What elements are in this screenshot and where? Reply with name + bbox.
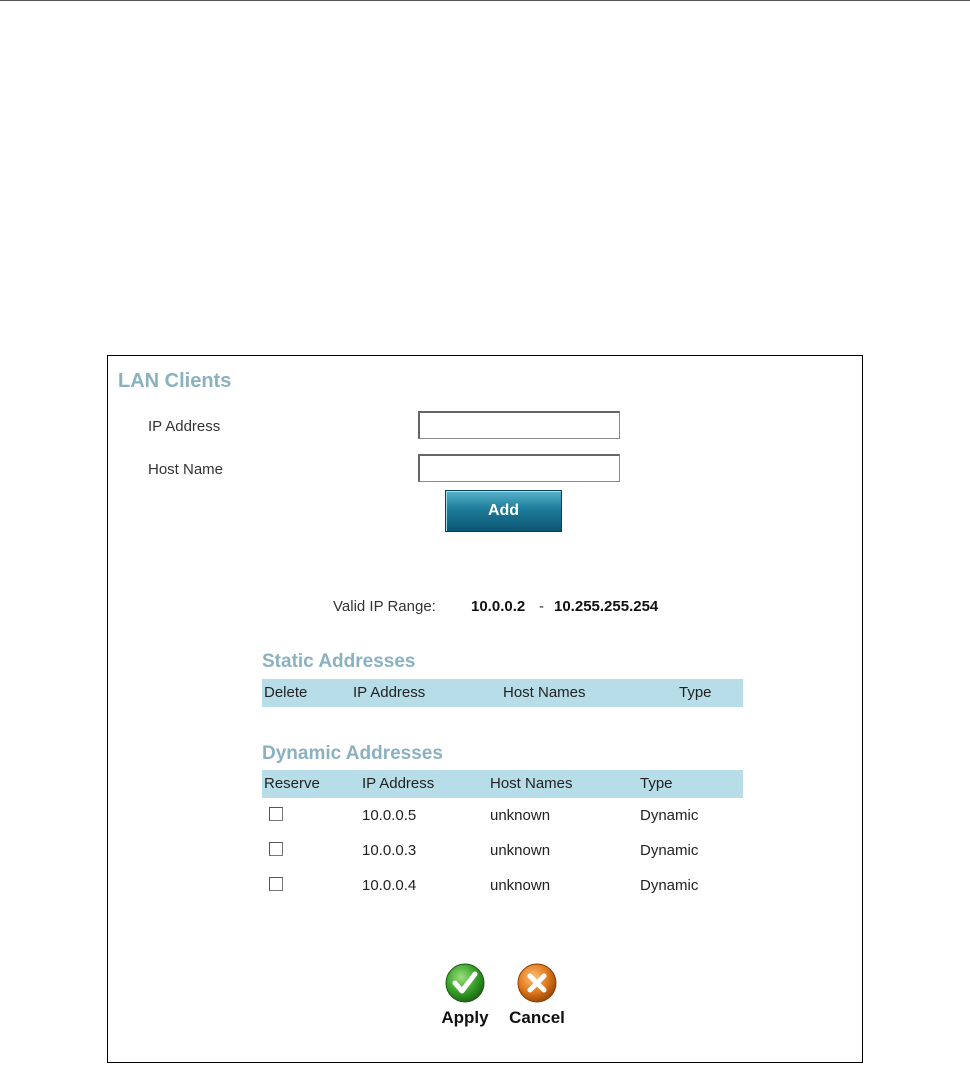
column-header-type: Type (640, 775, 673, 792)
reserve-checkbox[interactable] (269, 807, 283, 821)
column-header-delete: Delete (264, 684, 308, 701)
apply-label: Apply (441, 1008, 489, 1027)
column-header-reserve: Reserve (264, 775, 320, 792)
column-header-ip-address: IP Address (353, 684, 426, 701)
column-header-host-names: Host Names (490, 775, 573, 792)
page-title: LAN Clients (118, 370, 232, 392)
apply-button[interactable] (433, 962, 497, 1028)
ip-address-input[interactable] (418, 411, 620, 439)
dynamic-addresses-table (262, 770, 743, 903)
row-ip-address: 10.0.0.5 (362, 807, 417, 824)
reserve-checkbox[interactable] (269, 877, 283, 891)
row-host-name: unknown (490, 842, 551, 859)
row-ip-address: 10.0.0.4 (362, 877, 417, 894)
checkmark-icon (444, 962, 486, 1004)
add-button[interactable]: Add (445, 490, 562, 532)
ip-range-start: 10.0.0.2 (471, 598, 526, 615)
row-host-name: unknown (490, 807, 551, 824)
cancel-button[interactable] (505, 962, 569, 1028)
ip-range-end: 10.255.255.254 (554, 598, 659, 615)
ip-range-separator: - (539, 598, 544, 615)
cancel-label: Cancel (509, 1008, 565, 1027)
static-addresses-title: Static Addresses (262, 651, 416, 672)
row-ip-address: 10.0.0.3 (362, 842, 417, 859)
host-name-input[interactable] (418, 454, 620, 482)
column-header-host-names: Host Names (503, 684, 586, 701)
table-row (262, 833, 743, 868)
lan-clients-panel (107, 355, 863, 1063)
row-type: Dynamic (640, 842, 699, 859)
static-addresses-table (262, 679, 743, 707)
column-header-ip-address: IP Address (362, 775, 435, 792)
reserve-checkbox[interactable] (269, 842, 283, 856)
table-row (262, 868, 743, 903)
valid-ip-range-label: Valid IP Range: (333, 598, 436, 615)
table-row (262, 798, 743, 833)
row-host-name: unknown (490, 877, 551, 894)
static-table-header (262, 679, 743, 707)
dynamic-table-header (262, 770, 743, 798)
row-type: Dynamic (640, 807, 699, 824)
host-name-label: Host Name (148, 461, 224, 478)
dynamic-addresses-title: Dynamic Addresses (262, 743, 443, 764)
ip-address-label: IP Address (148, 418, 221, 435)
x-icon (516, 962, 558, 1004)
row-type: Dynamic (640, 877, 699, 894)
column-header-type: Type (679, 684, 712, 701)
top-divider (0, 0, 970, 1)
